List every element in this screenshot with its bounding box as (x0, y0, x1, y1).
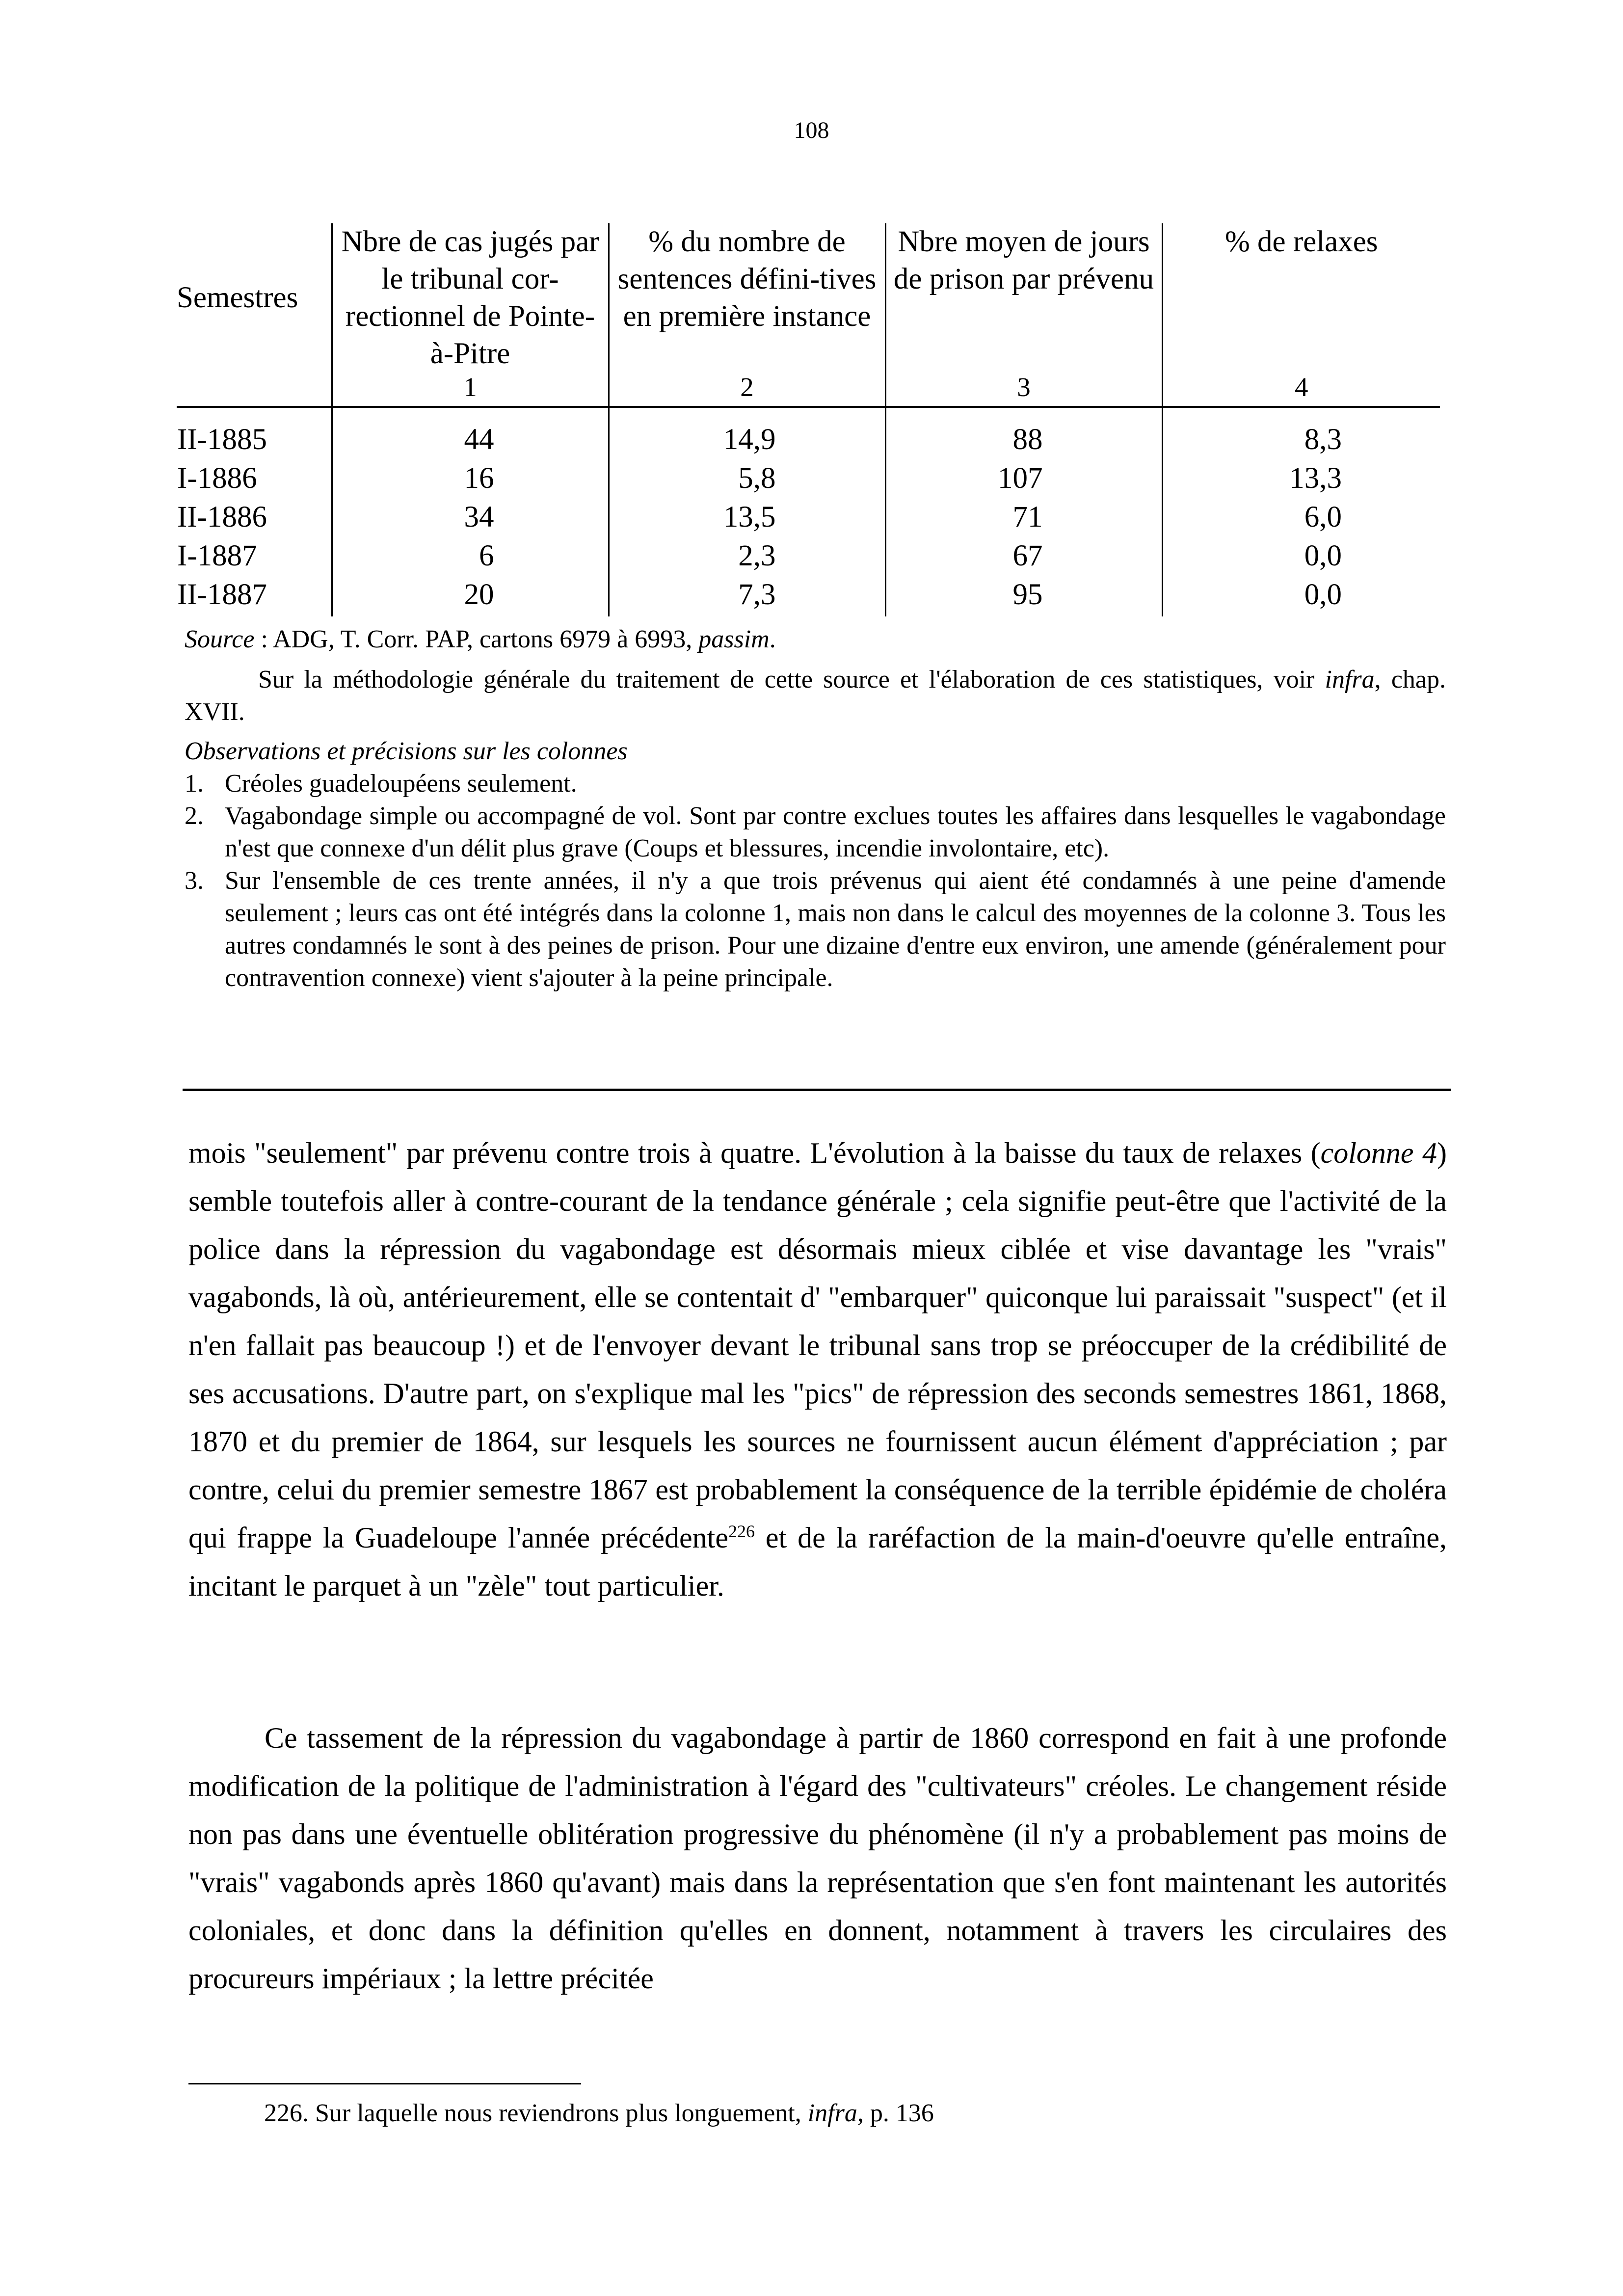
cell-value: 13,3 (1162, 459, 1440, 498)
observation-text: Créoles guadeloupéens seulement. (225, 770, 577, 798)
source-passim: passim (698, 625, 770, 653)
cell-value: 6 (332, 536, 609, 575)
observations-title: Observations et précisions sur les colonnes (185, 737, 628, 765)
table-row (177, 459, 1440, 498)
cell-value: 13,5 (609, 498, 885, 536)
observation-item (185, 768, 1446, 800)
body-paragraph-1 (188, 1129, 1447, 1610)
cell-semestre: II-1886 (177, 501, 267, 534)
column-number: 1 (332, 373, 609, 407)
cell-semestre: I-1886 (177, 462, 257, 495)
cell-value: 107 (885, 459, 1162, 498)
cell-value: 6,0 (1162, 498, 1440, 536)
methodology-text: Sur la méthodologie générale du traitement de cette source et l'élaboration de ces statistiques, voir (258, 666, 1325, 694)
source-end: . (769, 625, 776, 653)
column-number: 2 (609, 373, 885, 407)
observation-item (185, 800, 1446, 865)
source-label: Source (185, 625, 255, 653)
statistics-table (177, 223, 1440, 616)
observation-text: Vagabondage simple ou accompagné de vol. Sont par contre exclues toutes les affaires dans lesquelles le vagabondage n'est que connexe d'un délit plus grave (Coups et blessures, incendie involontaire, etc). (225, 802, 1446, 862)
paragraph-text: et de la raréfaction de la main-d'oeuvre qu'elle entraîne, incitant le parquet à un "zèle" tout particulier. (188, 1522, 1447, 1602)
cell-value: 8,3 (1162, 407, 1440, 459)
paragraph-text: mois "seulement" par prévenu contre trois à quatre. L'évolution à la baisse du taux de relaxes ( (188, 1137, 1321, 1169)
column-number-row (177, 373, 1440, 407)
header-col1: Nbre de cas jugés par le tribunal cor-rectionnel de Pointe-à-Pitre (332, 223, 609, 373)
table-notes (185, 623, 1446, 994)
table-row (177, 536, 1440, 575)
table-row (177, 498, 1440, 536)
notes-divider (183, 1089, 1451, 1091)
observations-list (185, 768, 1446, 994)
body-paragraph-2 (188, 1714, 1447, 2002)
observation-number: 2. (185, 802, 204, 830)
column-number: 4 (1162, 373, 1440, 407)
footnote-page: , p. 136 (857, 2099, 934, 2127)
cell-value: 88 (885, 407, 1162, 459)
observation-number: 1. (185, 770, 204, 798)
cell-value: 71 (885, 498, 1162, 536)
source-line (185, 623, 1446, 656)
methodology-chapter: , chap. XVII. (185, 666, 1446, 726)
cell-semestre: II-1887 (177, 578, 267, 611)
observation-number: 3. (185, 867, 204, 895)
footnote-226 (264, 2098, 934, 2129)
cell-value: 95 (885, 575, 1162, 616)
table-row (177, 575, 1440, 616)
header-col2: % du nombre de sentences défini-tives en première instance (609, 223, 885, 373)
cell-semestre: II-1885 (177, 423, 267, 456)
header-col4: % de relaxes (1162, 223, 1440, 373)
cell-value: 67 (885, 536, 1162, 575)
table-row (177, 407, 1440, 459)
footnote-divider (188, 2083, 581, 2084)
paragraph-italic: colonne 4 (1320, 1137, 1437, 1169)
cell-value: 34 (332, 498, 609, 536)
column-number-empty (177, 373, 332, 407)
cell-value: 0,0 (1162, 536, 1440, 575)
cell-value: 7,3 (609, 575, 885, 616)
observation-text: Sur l'ensemble de ces trente années, il n'y a que trois prévenus qui aient été condamnés à une peine d'amende seulement ; leurs cas ont été intégrés dans la colonne 1, mais non dans le calcul des moyennes de la colonne 3. Tous les autres condamnés le sont à des peines de prison. Pour une dizaine d'entre eux environ, une amende (généralement pour contravention connexe) vient s'ajouter à la peine principale. (225, 867, 1446, 992)
footnote-infra: infra (807, 2099, 857, 2127)
methodology-note (185, 664, 1446, 728)
paragraph-text: ) semble toutefois aller à contre-courant de la tendance générale ; cela signifie peut-être que l'activité de la police dans la répression du vagabondage est désormais mieux ciblée et vise davantage les "vrais" vagabonds, là où, antérieurement, elle se contentait d' "embarquer" quiconque lui paraissait "suspect" (et il n'en fallait pas beaucoup !) et de l'envoyer devant le tribunal sans trop se préoccuper de la crédibilité de ses accusations. D'autre part, on s'explique mal les "pics" de répression des seconds semestres 1861, 1868, 1870 et du premier de 1864, sur lesquels les sources ne fournissent aucun élément d'appréciation ; par contre, celui du premier semestre 1867 est probablement la conséquence de la terrible épidémie de choléra qui frappe la Guadeloupe l'année précédente (188, 1137, 1447, 1554)
header-col3: Nbre moyen de jours de prison par prévenu (885, 223, 1162, 373)
column-number: 3 (885, 373, 1162, 407)
cell-value: 44 (332, 407, 609, 459)
page-number: 108 (794, 117, 829, 143)
table-header-row (177, 223, 1440, 373)
cell-semestre: I-1887 (177, 539, 257, 572)
source-text: : ADG, T. Corr. PAP, cartons 6979 à 6993, (254, 625, 699, 653)
footnote-reference[interactable]: 226 (728, 1522, 755, 1541)
cell-value: 2,3 (609, 536, 885, 575)
methodology-infra: infra (1325, 666, 1375, 694)
observation-item (185, 865, 1446, 994)
cell-value: 0,0 (1162, 575, 1440, 616)
cell-value: 16 (332, 459, 609, 498)
cell-value: 20 (332, 575, 609, 616)
cell-value: 14,9 (609, 407, 885, 459)
paragraph-text: Ce tassement de la répression du vagabondage à partir de 1860 correspond en fait à une profonde modification de la politique de l'administration à l'égard des "cultivateurs" créoles. Le changement réside non pas dans une éventuelle oblitération progressive du phénomène (il n'y a probablement pas moins de "vrais" vagabonds après 1860 qu'avant) mais dans la représentation que s'en font maintenant les autorités coloniales, et donc dans la définition qu'elles en donnent, notamment à travers les circulaires des procureurs impériaux ; la lettre précitée (188, 1722, 1447, 1995)
cell-value: 5,8 (609, 459, 885, 498)
footnote-text: 226. Sur laquelle nous reviendrons plus longuement, (264, 2099, 808, 2127)
header-semestres: Semestres (177, 281, 298, 314)
